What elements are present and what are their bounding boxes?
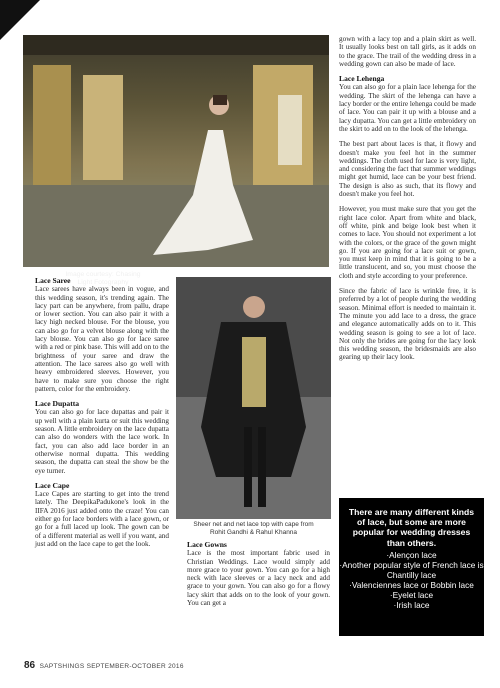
middle-article-column (187, 541, 330, 614)
callout-item-valenciennes: ·Valenciennes lace or Bobbin lace (349, 579, 474, 590)
lace-gowns-heading: Lace Gowns (187, 540, 227, 549)
left-article-column (35, 277, 169, 555)
lace-maintenance-paragraph: Since the fabric of lace is wrinkle free, it is preferred by a lot of people during the wedding season. Minimal effort is needed to maintain it. The minute you add lace to a dress, the grace and elegance automatically adds on to it. This wedding season is going to see a lot of lace. Not only the brides are going for the lacy look this wedding season, the bridesmaids are also gearing up their lacy look. (339, 287, 476, 362)
callout-item-eyelet: ·Eyelet lace (389, 589, 434, 600)
photo2-caption-line1: Sheer net and net lace top with cape from (193, 521, 314, 528)
bride-photo-illustration (23, 35, 329, 267)
lace-lehenga-heading: Lace Lehenga (339, 74, 385, 84)
lace-cape-heading: Lace Cape (35, 480, 70, 490)
photo2-caption-line2: Rohit Gandhi & Rahul Khanna (209, 528, 298, 536)
model-lace-cape-photo (176, 277, 331, 519)
lace-cape-paragraph: Lace Capes are starting to get into the trend lately. The DeepikaPadukone's look in the IIFA 2016 just added onto the craze! You can either go for lace borders with a lace gown, or go for a full laced up look. The gown can be of a different material as well if you want, and just add on the lace cape to get the look. (35, 490, 169, 548)
lace-dupatta-heading: Lace Dupatta (35, 399, 80, 409)
lace-lehenga-paragraph: You can also go for a plain lace lehenga for the wedding. The skirt of the lehenga can have a lacy border or the entire lehenga could be made of lace. You can pair it up with a blouse and a lacy dupatta. You can get a little embroidery on the skirt to add on to the look of the lehenga. (339, 83, 476, 133)
magazine-issue: SAPTSHINGS SEPTEMBER-OCTOBER 2016 (39, 663, 184, 670)
lace-gowns-paragraph: Lace is the most important fabric used in Christian Weddings. Lace would simply add more grace to your gown. You can go for a high neck with lace sleeves or a lacy neck and add grace to your gown. You can also go for a flowy lacy skirt that adds on to the look of your gown. You can get a (187, 549, 330, 608)
page-footer (24, 655, 184, 673)
lace-dupatta-paragraph: You can also go for lace dupattas and pair it up well with a plain kurta or suit this wedding season. A little embroidery on the lace dupatta can also do wonders with the lace work. In fact, you can also add lace border in an otherwise normal dupatta. This wedding season, the dupatta can steal the show be the eye turner. (35, 408, 169, 475)
lace-saree-paragraph: Lace sarees have always been in vogue, and this wedding season, it's trending again. The lacy part can be anywhere, from pallu, drape or lower section. You can also pair it with a lacy high necked blouse. For the blouse, you can also go for a velvet blouse along with the lacy blouse. You can also go for lace saree with a red or pink base. This will add on to the brightness of your saree and draw the attention. The lace sarees also go well with heavy embroidered sleeves. However, you have to make sure you choose the right pattern, color for the embroidery. (35, 285, 170, 393)
lace-saree-heading: Lace Saree (35, 276, 71, 285)
photo1-caption-line1: Image courtesy: Chasing (65, 271, 141, 278)
right-article-column (339, 35, 476, 369)
lace-color-paragraph: However, you must make sure that you get the right lace color. Apart from white and black, off white, pink and beige look best when it comes to lace. You should not experiment a lot with the colors, or the grace of the gown might go. If you are going for a lace suit or gown, you must keep in mind that it is going to be a little translucent, and so, you must choose the cloth and style according to your preference. (339, 205, 476, 280)
photo1-caption-line2: Light Fotography (77, 279, 129, 286)
lace-gowns-continued-paragraph: gown with a lacy top and a plain skirt as well. It usually looks best on tall girls, as it adds on to the grace. The trail of the wedding dress in a wedding gown can also be made of lace. (339, 35, 476, 68)
model-photo-illustration (176, 277, 331, 519)
page-number: 86 (24, 660, 36, 671)
callout-headline: There are many different kinds of lace, but some are more popular for wedding dresses than others. (348, 507, 475, 548)
lace-types-callout-box (339, 498, 484, 636)
corner-decoration (0, 0, 40, 40)
callout-item-alencon: ·Alençon lace (386, 549, 437, 560)
callout-item-chantilly: ·Another popular style of French lace is Chantilly lace (339, 559, 484, 580)
lace-comfort-paragraph: The best part about laces is that, it flowy and doesn't make you feel hot in the summer weddings. The cloth used for lace is very light, and considering the fact that summer weddings might get humid, lace can be your best friend. The design is also as such, that its flowy and doesn't make you feel hot. (339, 140, 476, 199)
callout-item-irish: ·Irish lace (393, 599, 430, 610)
